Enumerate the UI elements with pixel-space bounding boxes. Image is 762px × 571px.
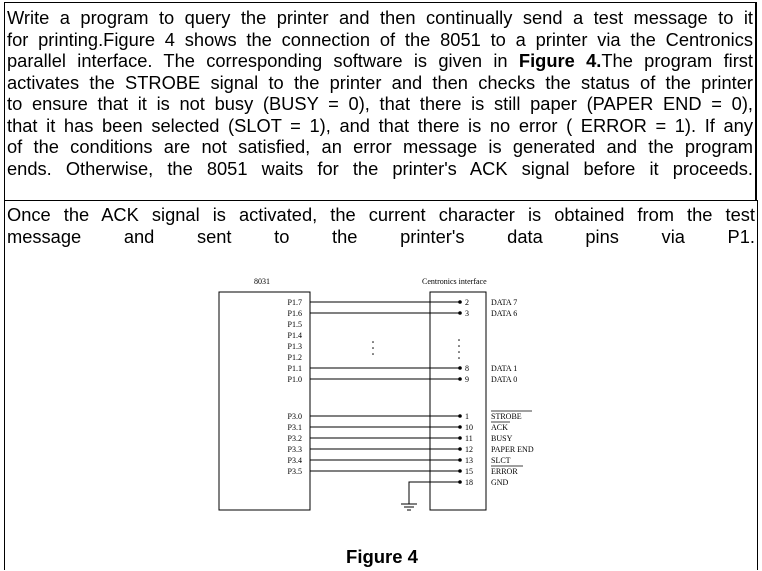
pin-label-p1-4: P1.4 bbox=[287, 331, 302, 340]
ellipsis-dot bbox=[372, 341, 374, 343]
pin-dot bbox=[458, 458, 462, 462]
pin-number: 12 bbox=[465, 445, 473, 454]
figure-caption: Figure 4 bbox=[346, 546, 418, 567]
signal-name-paper-end: PAPER END bbox=[491, 445, 534, 454]
pin-label-p3-2: P3.2 bbox=[287, 434, 302, 443]
pin-number: 3 bbox=[465, 309, 469, 318]
para1-line: Write a program to query the printer and then continually send a test message to it bbox=[7, 7, 753, 28]
paragraph-box-2 bbox=[4, 200, 758, 570]
signal-name-gnd: GND bbox=[491, 478, 509, 487]
pin-number: 1 bbox=[465, 412, 469, 421]
ellipsis-dot bbox=[458, 345, 460, 347]
pin-dot bbox=[458, 436, 462, 440]
para1-line: for printing.Figure 4 shows the connection of the 8051 to a printer via the Centronics bbox=[7, 28, 753, 50]
pin-label-p3-1: P3.1 bbox=[287, 423, 302, 432]
ellipsis-dot bbox=[458, 351, 460, 353]
signal-name-error: ERROR bbox=[491, 467, 518, 476]
interface-label: Centronics interface bbox=[422, 277, 487, 286]
paragraph-box-1 bbox=[4, 2, 757, 212]
signal-name-strobe: STROBE bbox=[491, 412, 522, 421]
para1-line: of the conditions are not satisfied, an error message is generated and the program bbox=[7, 136, 753, 157]
centronics-block bbox=[430, 292, 486, 510]
page-edge-mark bbox=[757, 552, 758, 570]
pin-dot bbox=[458, 300, 462, 304]
pin-label-p3-4: P3.4 bbox=[287, 456, 302, 465]
pin-dot bbox=[458, 414, 462, 418]
pin-dot bbox=[458, 469, 462, 473]
pin-dot bbox=[458, 366, 462, 370]
para1-line: activates the STROBE signal to the printer and then checks the status of the printer bbox=[7, 71, 753, 93]
signal-name-slct: SLCT bbox=[491, 456, 511, 465]
pin-label-p3-5: P3.5 bbox=[287, 467, 302, 476]
wire-gnd bbox=[409, 482, 460, 504]
signal-name-ack: ACK bbox=[491, 423, 508, 432]
pin-label-p1-6: P1.6 bbox=[287, 309, 302, 318]
mcu-label: 8031 bbox=[254, 277, 270, 286]
signal-name-data0: DATA 0 bbox=[491, 375, 518, 384]
para2-line: Once the ACK signal is activated, the current character is obtained from the test bbox=[7, 204, 755, 225]
ellipsis-dot bbox=[372, 347, 374, 349]
ellipsis-dot bbox=[372, 353, 374, 355]
pin-label-p1-3: P1.3 bbox=[287, 342, 302, 351]
pin-number: 9 bbox=[465, 375, 469, 384]
ellipsis-dot bbox=[458, 339, 460, 341]
para1-line-3-end: The program first bbox=[601, 50, 754, 71]
pin-label-p1-2: P1.2 bbox=[287, 353, 302, 362]
ellipsis-dot bbox=[458, 357, 460, 359]
signal-name-busy: BUSY bbox=[491, 434, 513, 443]
connection-diagram bbox=[5, 201, 759, 571]
pin-dot bbox=[458, 377, 462, 381]
pin-number: 11 bbox=[465, 434, 473, 443]
pin-number: 13 bbox=[465, 456, 473, 465]
pin-dot bbox=[458, 480, 462, 484]
paragraph-1 bbox=[7, 7, 753, 179]
signal-name-data6: DATA 6 bbox=[491, 309, 518, 318]
pin-label-p1-5: P1.5 bbox=[287, 320, 302, 329]
pin-label-p3-3: P3.3 bbox=[287, 445, 302, 454]
pin-label-p1-1: P1.1 bbox=[287, 364, 302, 373]
pin-number: 10 bbox=[465, 423, 473, 432]
pin-dot bbox=[458, 311, 462, 315]
pin-number: 2 bbox=[465, 298, 469, 307]
para1-line: that it has been selected (SLOT = 1), and that there is no error ( ERROR = 1). If any bbox=[7, 114, 753, 136]
figure-4-reference: Figure 4. bbox=[518, 50, 602, 71]
signal-name-data1: DATA 1 bbox=[491, 364, 518, 373]
para1-line-3-start: parallel interface. The corresponding software is given in bbox=[7, 50, 519, 71]
para1-line: ends. Otherwise, the 8051 waits for the printer's ACK signal before it proceeds. bbox=[7, 157, 753, 179]
pin-label-p3-0: P3.0 bbox=[287, 412, 302, 421]
pin-dot bbox=[458, 447, 462, 451]
pin-number: 8 bbox=[465, 364, 469, 373]
pin-number: 18 bbox=[465, 478, 473, 487]
pin-number: 15 bbox=[465, 467, 473, 476]
pin-label-p1-0: P1.0 bbox=[287, 375, 302, 384]
pin-label-p1-7: P1.7 bbox=[287, 298, 302, 307]
para1-line: to ensure that it is not busy (BUSY = 0), that there is still paper (PAPER END = 0), bbox=[7, 93, 753, 114]
para1-line-3 bbox=[7, 50, 753, 72]
para2-line: message and sent to the printer's data pins via P1. bbox=[7, 225, 755, 247]
pin-dot bbox=[458, 425, 462, 429]
signal-name-data7: DATA 7 bbox=[491, 298, 518, 307]
